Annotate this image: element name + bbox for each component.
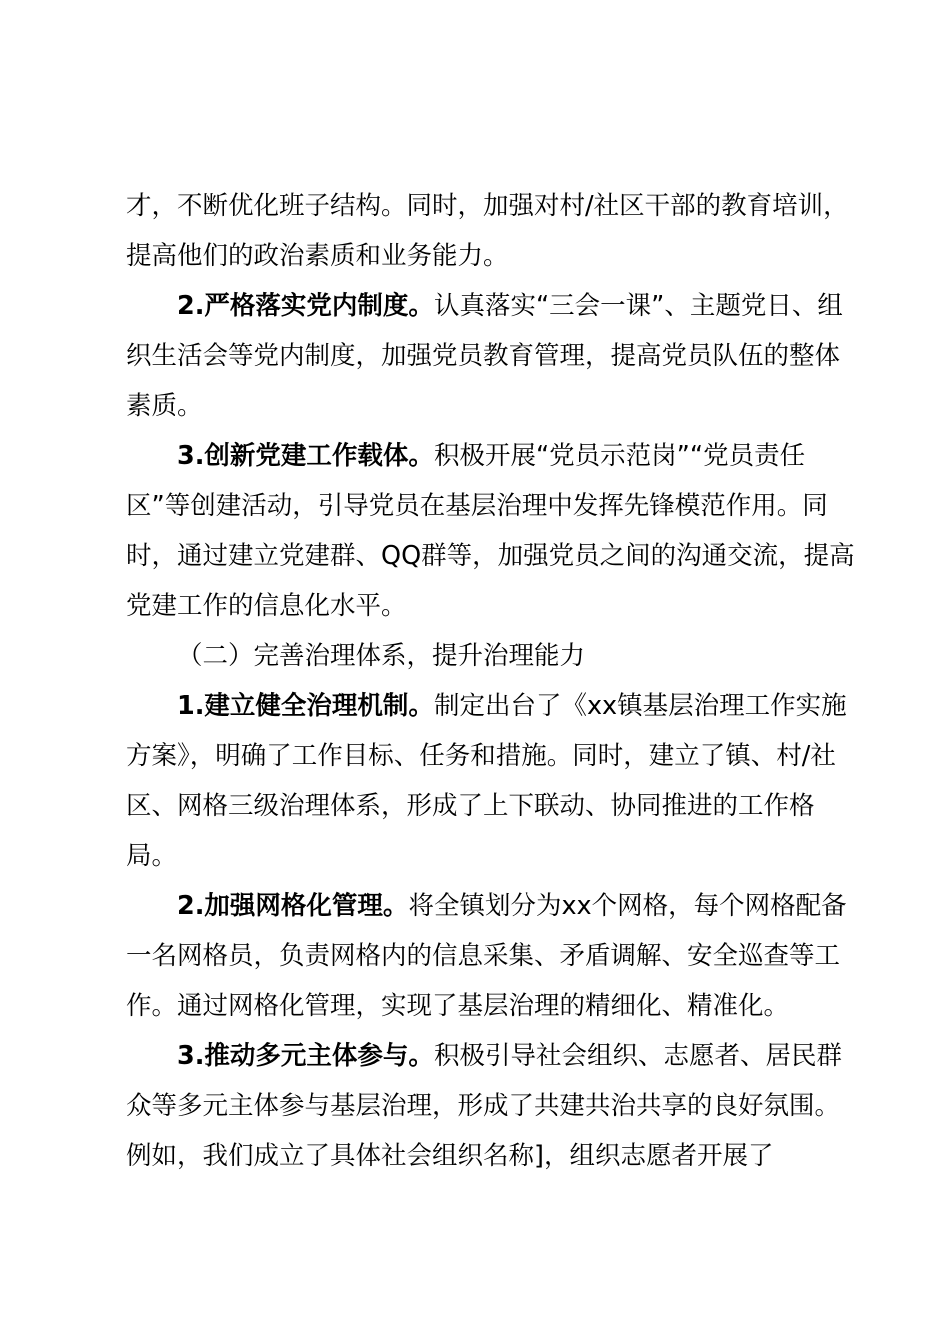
paragraph-party-system bbox=[126, 281, 861, 431]
paragraph-text: 认真落实“三会一课”、主题党日、组织生活会等党内制度，加强党员教育管理，提高党员队伍的整体素质。 bbox=[126, 291, 843, 421]
section-heading bbox=[126, 631, 861, 681]
paragraph-lead: 1.建立健全治理机制。 bbox=[177, 691, 434, 721]
paragraph-lead: 2.严格落实党内制度。 bbox=[177, 291, 434, 321]
paragraph-text: 积极引导社会组织、志愿者、居民群众等多元主体参与基层治理，形成了共建共治共享的良好氛围。例如，我们成立了具体社会组织名称]，组织志愿者开展了 bbox=[126, 1041, 842, 1171]
paragraph-text: 制定出台了《xx镇基层治理工作实施方案》，明确了工作目标、任务和措施。同时，建立了镇、村/社区、网格三级治理体系，形成了上下联动、协同推进的工作格局。 bbox=[126, 691, 847, 871]
paragraph-text: 积极开展“党员示范岗”“党员责任区”等创建活动，引导党员在基层治理中发挥先锋模范作用。同时，通过建立党建群、QQ群等，加强党员之间的沟通交流，提高党建工作的信息化水平。 bbox=[126, 441, 855, 621]
paragraph-lead: 3.创新党建工作载体。 bbox=[177, 441, 434, 471]
section-heading-text: （二）完善治理体系，提升治理能力 bbox=[177, 641, 586, 671]
paragraph-party-carrier bbox=[126, 431, 861, 631]
paragraph-text: 将全镇划分为xx个网格，每个网格配备一名网格员，负责网格内的信息采集、矛盾调解、安全巡查等工作。通过网格化管理，实现了基层治理的精细化、精准化。 bbox=[126, 891, 847, 1021]
paragraph-grid-management bbox=[126, 881, 861, 1031]
document-body bbox=[126, 181, 861, 1181]
paragraph-lead: 3.推动多元主体参与。 bbox=[177, 1041, 434, 1071]
paragraph-continuation bbox=[126, 181, 861, 281]
paragraph-multi-participation bbox=[126, 1031, 861, 1181]
paragraph-lead: 2.加强网格化管理。 bbox=[177, 891, 409, 921]
paragraph-text: 才，不断优化班子结构。同时，加强对村/社区干部的教育培训，提高他们的政治素质和业务能力。 bbox=[126, 191, 849, 271]
paragraph-governance-mechanism bbox=[126, 681, 861, 881]
